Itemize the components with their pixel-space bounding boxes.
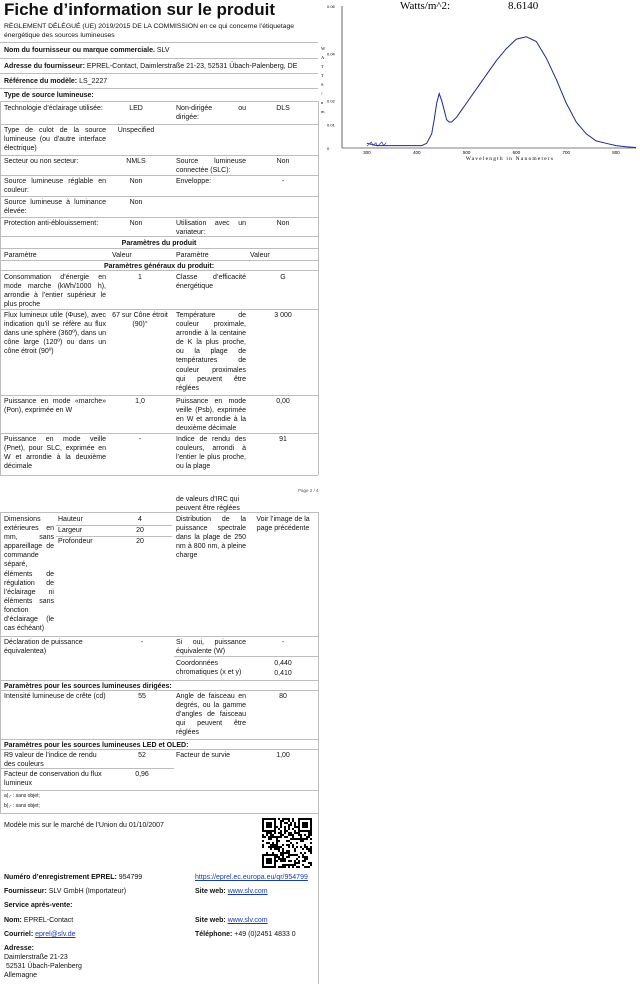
type-row-value: Non — [129, 178, 143, 185]
chroma-y: 0,410 — [274, 670, 292, 677]
type-row-value-2: - — [281, 178, 285, 185]
dim-label: Largeur — [58, 527, 83, 534]
type-row-value: Unspecified — [117, 127, 155, 134]
model-row — [4, 77, 107, 86]
chart-y-label-char: W — [321, 46, 326, 51]
model-value: LS_2227 — [79, 78, 108, 85]
supplier-name-label: Nom du fournisseur ou marque commerciale. — [4, 47, 155, 54]
service-name-label: Nom: — [4, 917, 22, 924]
reg-url-row — [195, 873, 308, 882]
type-row-value-2: Non — [276, 220, 290, 227]
equiv2-label: Si oui, puissance équivalente (W) — [176, 639, 246, 656]
market-date: Modèle mis sur le marché de l’Union du 01/10/2007 — [4, 822, 164, 829]
chart-y-label-char: T — [321, 73, 324, 78]
chart-y-label-char: n — [321, 100, 324, 105]
chart-series-line — [367, 37, 636, 148]
chart-y-label-char: m — [321, 109, 325, 114]
chart-y-label-char: / — [321, 91, 323, 96]
chart-x-tick: 600 — [512, 150, 521, 155]
phone-label: Téléphone: — [195, 931, 233, 938]
address-line2: 52531 Übach-Palenberg — [6, 963, 82, 970]
email-row — [4, 930, 76, 939]
phone-value: +49 (0)2451 4833 0 — [234, 931, 296, 938]
eprel-link[interactable]: https://eprel.ec.europa.eu/qr/954799 — [195, 874, 308, 881]
page-title: Fiche d’information sur le produit — [4, 0, 276, 19]
dims-label: Dimensions extérieures en mm, sans appareillage de commande séparé, éléments de régulation de l’éclairage ni éléments sans fonction d’éclairage (le cas échéant) — [4, 516, 54, 633]
param-row-label-2: Puissance en mode veille (Psb), exprimée en W et arrondie à la deuxième décimale — [176, 398, 246, 433]
website-row — [195, 887, 268, 896]
dim-label: Profondeur — [58, 538, 93, 545]
reg-value: 954799 — [118, 874, 143, 881]
param-row-label: Puissance en mode veille (Pnet), pour SLC, exprimée en W et arrondie à la deuxième décimale — [4, 436, 106, 471]
chart-y-tick: 0.02 — [327, 98, 335, 104]
spd-value: Voir l’image de la page précédente — [256, 516, 310, 533]
param-row-label-2: Classe d’efficacité énergétique — [176, 274, 246, 291]
beam-label: Angle de faisceau en degrés, ou la gamme d’angles de faisceau qui peuvent être réglées — [176, 693, 246, 737]
general-params-title: Paramètres généraux du produit: — [103, 263, 215, 270]
website-label: Site web: — [195, 888, 226, 895]
type-row-value: Non — [129, 199, 143, 206]
chart-x-tick: 300 — [363, 150, 371, 155]
type-row-value-2: DLS — [276, 105, 290, 112]
lumen-label: Facteur de conservation du flux lumineux — [4, 771, 102, 788]
param-row-label: Flux lumineux utile (Φuse), avec indication qu’il se réfère au flux dans une sphère (360º), dans un cône large (120º) ou dans un cône étroit (90º) — [4, 312, 106, 356]
col-value2-header: Valeur — [250, 252, 270, 259]
cri-continued: de valeurs d’IRC qui peuvent être réglées — [176, 496, 240, 513]
address-line1: Daimlerstraße 21-23 — [4, 954, 68, 961]
service-name-row — [4, 916, 73, 925]
chart-x-axis-label: Wavelength in Nanometers — [465, 156, 555, 162]
chart-x-tick: 400 — [412, 150, 421, 155]
model-label: Référence du modèle: — [4, 78, 78, 85]
spectrum-svg — [320, 0, 640, 165]
service-website-label: Site web: — [195, 917, 226, 924]
service-name-value: EPREL-Contact — [23, 917, 74, 924]
dim-value: 20 — [136, 527, 144, 534]
type-row-label: Technologie d’éclairage utilisée: — [4, 105, 103, 112]
beam-value: 80 — [279, 693, 287, 700]
supplier-address-value: EPREL-Contact, Daimlerstraße 21-23, 52531 Übach-Palenberg, DE — [86, 63, 298, 70]
param-row-value: 1 — [138, 274, 142, 281]
type-label: Type de source lumineuse: — [4, 92, 94, 99]
reg-label: Numéro d’enregistrement EPREL: — [4, 874, 117, 881]
r9-label: R9 valeur de l’indice de rendu des couleurs — [4, 752, 97, 769]
type-row-label: Source lumineuse à luminance élevée: — [4, 199, 106, 216]
type-row-value: LED — [129, 105, 143, 112]
param-row-label: Puissance en mode «marche» (Pon), exprimée en W — [4, 398, 106, 415]
type-row-value: NMLS — [126, 158, 146, 165]
directed-title: Paramètres pour les sources lumineuses dirigées: — [4, 683, 172, 690]
chart-x-tick: 700 — [562, 150, 570, 155]
page-number: Page 2 / 4 — [298, 488, 319, 493]
dim-value: 20 — [136, 538, 144, 545]
param-row-value-2: 0,00 — [276, 398, 290, 405]
type-row-label-2: Enveloppe: — [176, 178, 212, 185]
led-title: Paramètres pour les sources lumineuses LED et OLED: — [4, 742, 189, 749]
param-row-value-2: 3 000 — [274, 312, 292, 319]
chart-title: Watts/m^2: — [400, 0, 451, 12]
param-row-value-2: 91 — [279, 436, 287, 443]
type-row-label-2: Non-dirigée ou dirigée: — [176, 105, 246, 122]
param-row-label: Consommation d’énergie en mode marche (kWh/1000 h), arrondie à l’entier supérieur le plus proche — [4, 274, 106, 309]
dim-value: 4 — [138, 516, 142, 523]
email-link[interactable]: eprel@slv.de — [35, 931, 76, 938]
supplier-value: SLV GmbH (Importateur) — [48, 888, 127, 895]
reg-row — [4, 873, 142, 882]
type-row-label-2: Utilisation avec un variateur: — [176, 220, 246, 237]
qr-code-icon[interactable] — [262, 818, 312, 868]
chart-y-label-char: A — [321, 55, 325, 60]
param-row-value: 1,0 — [135, 398, 145, 405]
col-param-header: Paramètre — [4, 252, 37, 259]
chart-total-value: 8.6140 — [508, 0, 539, 12]
phone-row — [195, 930, 296, 939]
supplier-address-label: Adresse du fournisseur: — [4, 63, 85, 70]
service-website-row — [195, 916, 268, 925]
service-website-link[interactable]: www.slv.com — [227, 917, 268, 924]
type-row-value: Non — [129, 220, 143, 227]
type-row-label-2: Source lumineuse connectée (SLC): — [176, 158, 246, 175]
chart-x-tick: 800 — [612, 150, 620, 155]
type-row-label: Protection anti-éblouissement: — [4, 220, 99, 227]
chart-y-tick: 0.01 — [327, 122, 335, 128]
survival-label: Facteur de survie — [176, 752, 231, 759]
address-line3: Allemagne — [4, 972, 38, 979]
r9-value: 52 — [138, 752, 146, 759]
supplier-row — [4, 887, 126, 896]
supplier-label: Fournisseur: — [4, 888, 47, 895]
chroma-label: Coordonnées chromatiques (x et y) — [176, 660, 242, 677]
chart-y-tick: 0.06 — [327, 4, 335, 9]
chroma-x: 0,440 — [274, 660, 292, 667]
col-value-header: Valeur — [112, 252, 132, 259]
supplier-name-value: SLV — [156, 47, 170, 54]
type-row-label: Source lumineuse réglable en couleur: — [4, 178, 106, 195]
equiv2-value: - — [281, 639, 285, 646]
peak-label: Intensité lumineuse de crête (cd) — [4, 693, 106, 700]
dim-label: Hauteur — [58, 516, 83, 523]
param-row-value: - — [138, 436, 142, 443]
peak-value: 55 — [138, 693, 146, 700]
type-row-label: Type de culot de la source lumineuse (ou d’autre interface électrique) — [4, 127, 106, 153]
service-title: Service après-vente: — [4, 902, 73, 909]
chart-x-tick: 500 — [462, 150, 471, 155]
regulation-text: RÈGLEMENT DÉLÉGUÉ (UE) 2019/2015 DE LA COMMISSION en ce qui concerne l’étiquetage énergétique des sources lumineuses — [4, 23, 295, 39]
param-row-value: 67 sur Cône étroit (90)° — [112, 312, 168, 329]
chart-y-label-char: T — [321, 64, 324, 69]
survival-value: 1,00 — [276, 752, 290, 759]
equiv-value: - — [140, 639, 144, 646]
param-row-value-2: G — [280, 274, 286, 281]
supplier-name-row — [4, 46, 170, 55]
equiv-label: Déclaration de puissance équivalentea) — [4, 639, 83, 656]
supplier-address-row — [4, 62, 297, 71]
spd-label: Distribution de la puissance spectrale dans la plage de 250 nm à 800 nm, à pleine charge — [176, 516, 246, 560]
type-row-value-2: Non — [276, 158, 290, 165]
param-row-label-2: Température de couleur proximale, arrondie à la centaine de K la plus proche, ou la plage de températures de couleur proximales qui peuvent être réglées — [176, 312, 246, 392]
params-section-title: Paramètres du produit — [121, 240, 197, 247]
chart-y-label-char: S — [321, 82, 324, 87]
col-param2-header: Paramètre — [176, 252, 209, 259]
type-row-label: Secteur ou non secteur: — [4, 158, 79, 165]
param-row-label-2: Indice de rendu des couleurs, arrondi à l’entier le plus proche, ou la plage — [176, 436, 246, 471]
chart-y-tick: 0.04 — [327, 51, 335, 57]
email-label: Courriel: — [4, 931, 34, 938]
spectrum-chart — [320, 0, 640, 165]
address-label: Adresse: — [4, 945, 34, 952]
note-b: b),- : sans objet; — [4, 803, 40, 809]
note-a: a),- : sans objet; — [4, 793, 40, 799]
chart-y-tick: 0 — [327, 146, 330, 151]
lumen-value: 0,96 — [135, 771, 149, 778]
website-link[interactable]: www.slv.com — [227, 888, 268, 895]
